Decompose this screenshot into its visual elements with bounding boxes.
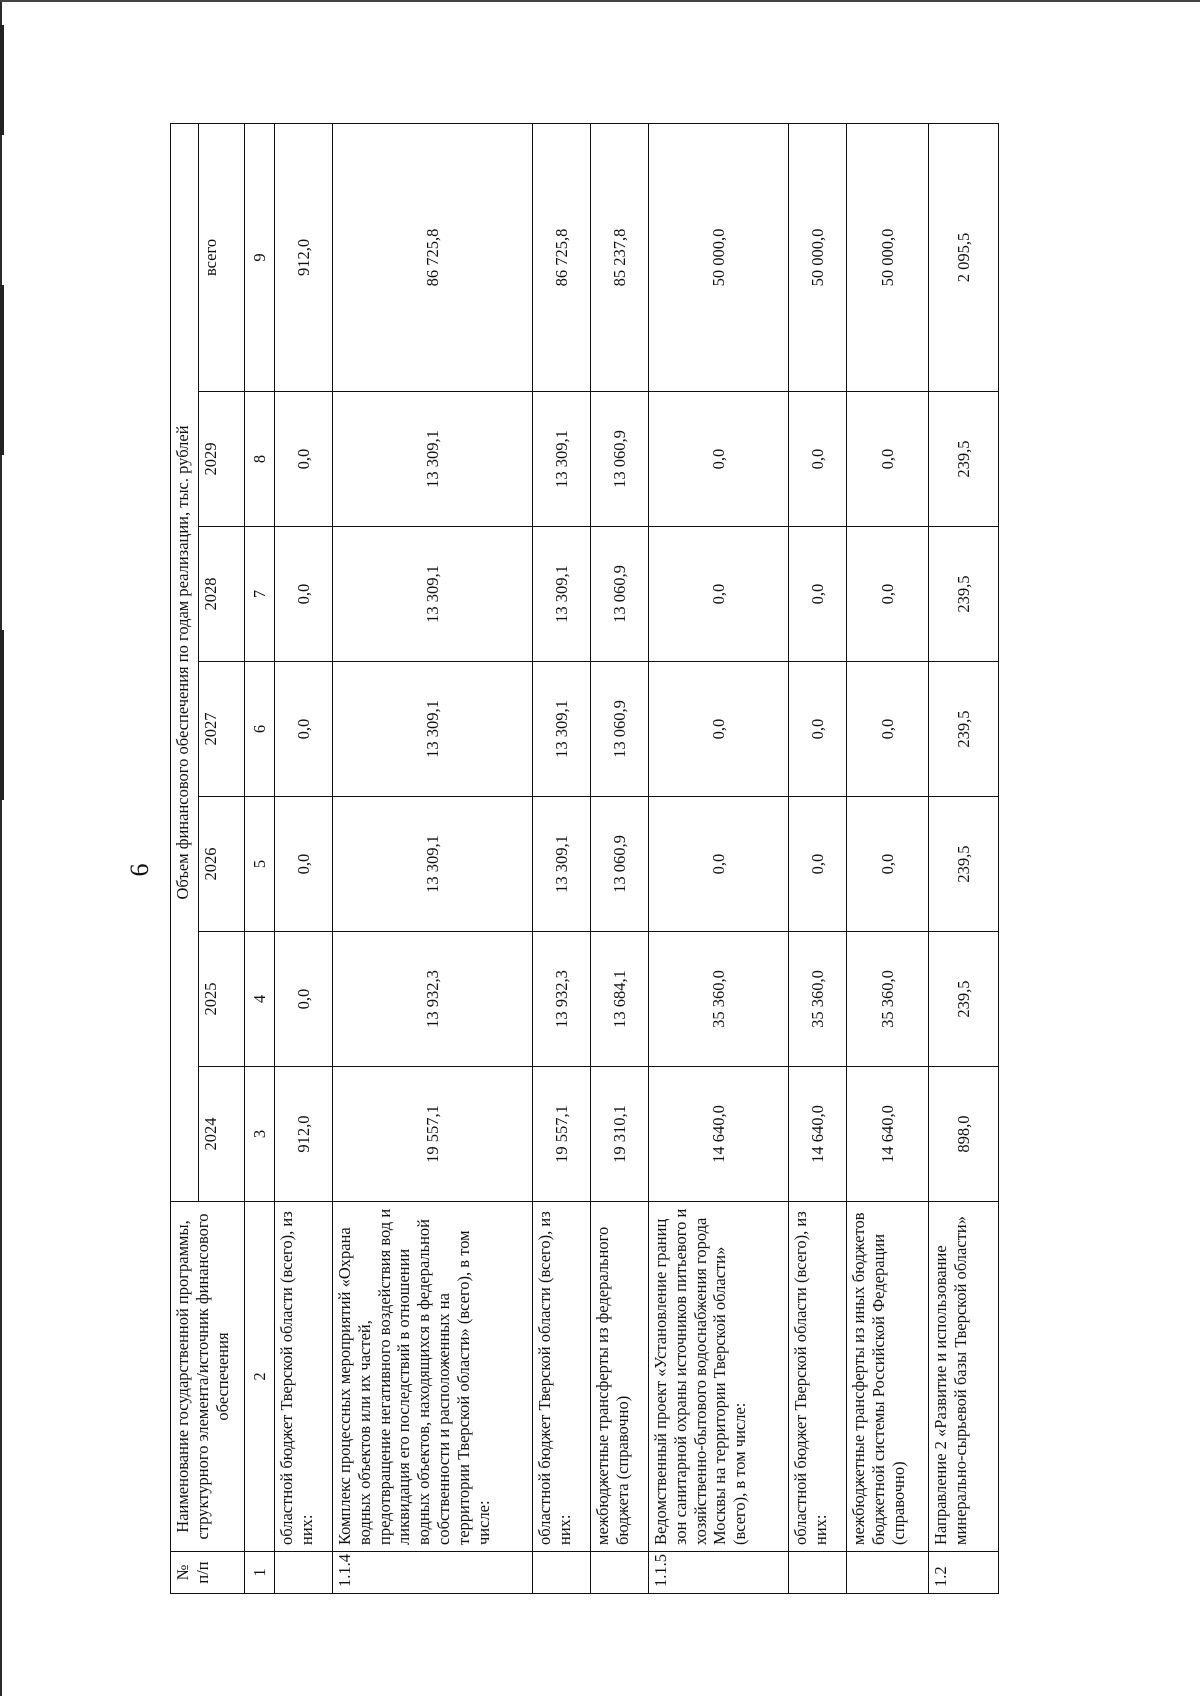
row-value: 0,0	[649, 527, 789, 662]
row-value: 13 309,1	[533, 527, 591, 662]
header-name: Наименование государственной программы, структурного элемента/источник финансового обеспечения	[171, 1202, 245, 1552]
row-value: 0,0	[649, 797, 789, 932]
row-value: 13 309,1	[333, 392, 533, 527]
row-name: межбюджетные трансферты из иных бюджетов бюджетной системы Российской Федерации (справочно)	[847, 1202, 929, 1552]
row-value: 13 060,9	[591, 392, 649, 527]
row-value: 35 360,0	[789, 932, 847, 1067]
header-total: всего	[199, 123, 245, 391]
header-year: 2024	[199, 1067, 245, 1202]
row-index	[847, 1552, 929, 1594]
row-value: 0,0	[789, 527, 847, 662]
column-number: 2	[245, 1202, 275, 1552]
row-value: 13 684,1	[591, 932, 649, 1067]
row-value: 19 310,1	[591, 1067, 649, 1202]
row-value: 898,0	[929, 1067, 999, 1202]
row-value: 0,0	[649, 662, 789, 797]
row-value: 0,0	[789, 662, 847, 797]
row-value: 0,0	[275, 932, 333, 1067]
row-value: 0,0	[847, 662, 929, 797]
table-row	[847, 123, 929, 1593]
row-value: 13 060,9	[591, 797, 649, 932]
row-index: 1.1.4	[333, 1552, 533, 1594]
row-value: 0,0	[275, 392, 333, 527]
row-index	[275, 1552, 333, 1594]
row-value: 13 309,1	[533, 797, 591, 932]
row-value: 13 060,9	[591, 527, 649, 662]
column-number: 9	[245, 123, 275, 391]
row-name: областной бюджет Тверской области (всего), из них:	[789, 1202, 847, 1552]
column-number: 6	[245, 662, 275, 797]
scan-mark	[0, 630, 4, 800]
row-index	[789, 1552, 847, 1594]
column-number: 7	[245, 527, 275, 662]
row-name: Направление 2 «Развитие и использование минерально-сырьевой базы Тверской области»	[929, 1202, 999, 1552]
header-year: 2027	[199, 662, 245, 797]
column-number: 4	[245, 932, 275, 1067]
row-value: 0,0	[847, 797, 929, 932]
row-value: 0,0	[789, 392, 847, 527]
row-value: 239,5	[929, 662, 999, 797]
row-value: 912,0	[275, 1067, 333, 1202]
row-value: 239,5	[929, 392, 999, 527]
column-number: 3	[245, 1067, 275, 1202]
row-value: 14 640,0	[789, 1067, 847, 1202]
rotated-table-container	[170, 124, 973, 1594]
row-total: 50 000,0	[649, 123, 789, 391]
row-total: 86 725,8	[533, 123, 591, 391]
row-value: 0,0	[847, 392, 929, 527]
scan-mark	[0, 285, 4, 455]
header-num: № п/п	[171, 1552, 245, 1594]
row-value: 35 360,0	[649, 932, 789, 1067]
row-value: 239,5	[929, 527, 999, 662]
row-value: 13 932,3	[533, 932, 591, 1067]
row-total: 50 000,0	[789, 123, 847, 391]
row-value: 13 309,1	[533, 662, 591, 797]
row-value: 0,0	[275, 797, 333, 932]
row-index: 1.2	[929, 1552, 999, 1594]
row-total: 912,0	[275, 123, 333, 391]
table-row	[789, 123, 847, 1593]
row-index: 1.1.5	[649, 1552, 789, 1594]
row-value: 13 309,1	[333, 797, 533, 932]
table-row	[333, 123, 533, 1593]
row-value: 19 557,1	[533, 1067, 591, 1202]
header-year: 2025	[199, 932, 245, 1067]
row-index	[533, 1552, 591, 1594]
header-year: 2029	[199, 392, 245, 527]
table-row	[533, 123, 591, 1593]
row-total: 50 000,0	[847, 123, 929, 391]
row-value: 13 309,1	[533, 392, 591, 527]
scan-mark	[0, 25, 4, 135]
row-value: 14 640,0	[847, 1067, 929, 1202]
row-name: Ведомственный проект «Установление границ зон санитарной охраны источников питьевого и хозяйственно-бытового водоснабжения города Москвы на территории Тверской области» (всего), в том числе:	[649, 1202, 789, 1552]
column-number: 5	[245, 797, 275, 932]
table-row	[929, 123, 999, 1593]
row-value: 0,0	[275, 527, 333, 662]
header-year: 2028	[199, 527, 245, 662]
row-value: 19 557,1	[333, 1067, 533, 1202]
row-value: 35 360,0	[847, 932, 929, 1067]
header-group: Объем финансового обеспечения по годам реализации, тыс. рублей	[171, 123, 199, 1201]
row-value: 0,0	[789, 797, 847, 932]
column-number: 8	[245, 392, 275, 527]
header-year: 2026	[199, 797, 245, 932]
row-value: 13 932,3	[333, 932, 533, 1067]
row-name: областной бюджет Тверской области (всего), из них:	[275, 1202, 333, 1552]
row-total: 2 095,5	[929, 123, 999, 391]
row-value: 13 309,1	[333, 662, 533, 797]
row-value: 13 309,1	[333, 527, 533, 662]
table-row	[649, 123, 789, 1593]
row-value: 13 060,9	[591, 662, 649, 797]
row-value: 14 640,0	[649, 1067, 789, 1202]
row-total: 85 237,8	[591, 123, 649, 391]
table-row	[591, 123, 649, 1593]
row-value: 0,0	[847, 527, 929, 662]
row-value: 0,0	[275, 662, 333, 797]
financing-table	[170, 123, 999, 1594]
row-value: 0,0	[649, 392, 789, 527]
row-name: межбюджетные трансферты из федерального бюджета (справочно)	[591, 1202, 649, 1552]
row-name: Комплекс процессных мероприятий «Охрана водных объектов или их частей, предотвращение негативного воздействия вод и ликвидация его последствий в отношении водных объектов, находящихся в федеральной собственности и расположенных на территории Тверской области» (всего), в том числе:	[333, 1202, 533, 1552]
table-row	[275, 123, 333, 1593]
row-index	[591, 1552, 649, 1594]
row-value: 239,5	[929, 797, 999, 932]
page-number: 6	[125, 863, 154, 877]
scan-edge	[0, 0, 1200, 2]
row-value: 239,5	[929, 932, 999, 1067]
row-name: областной бюджет Тверской области (всего), из них:	[533, 1202, 591, 1552]
row-total: 86 725,8	[333, 123, 533, 391]
scan-edge	[0, 0, 2, 1696]
column-number: 1	[245, 1552, 275, 1594]
